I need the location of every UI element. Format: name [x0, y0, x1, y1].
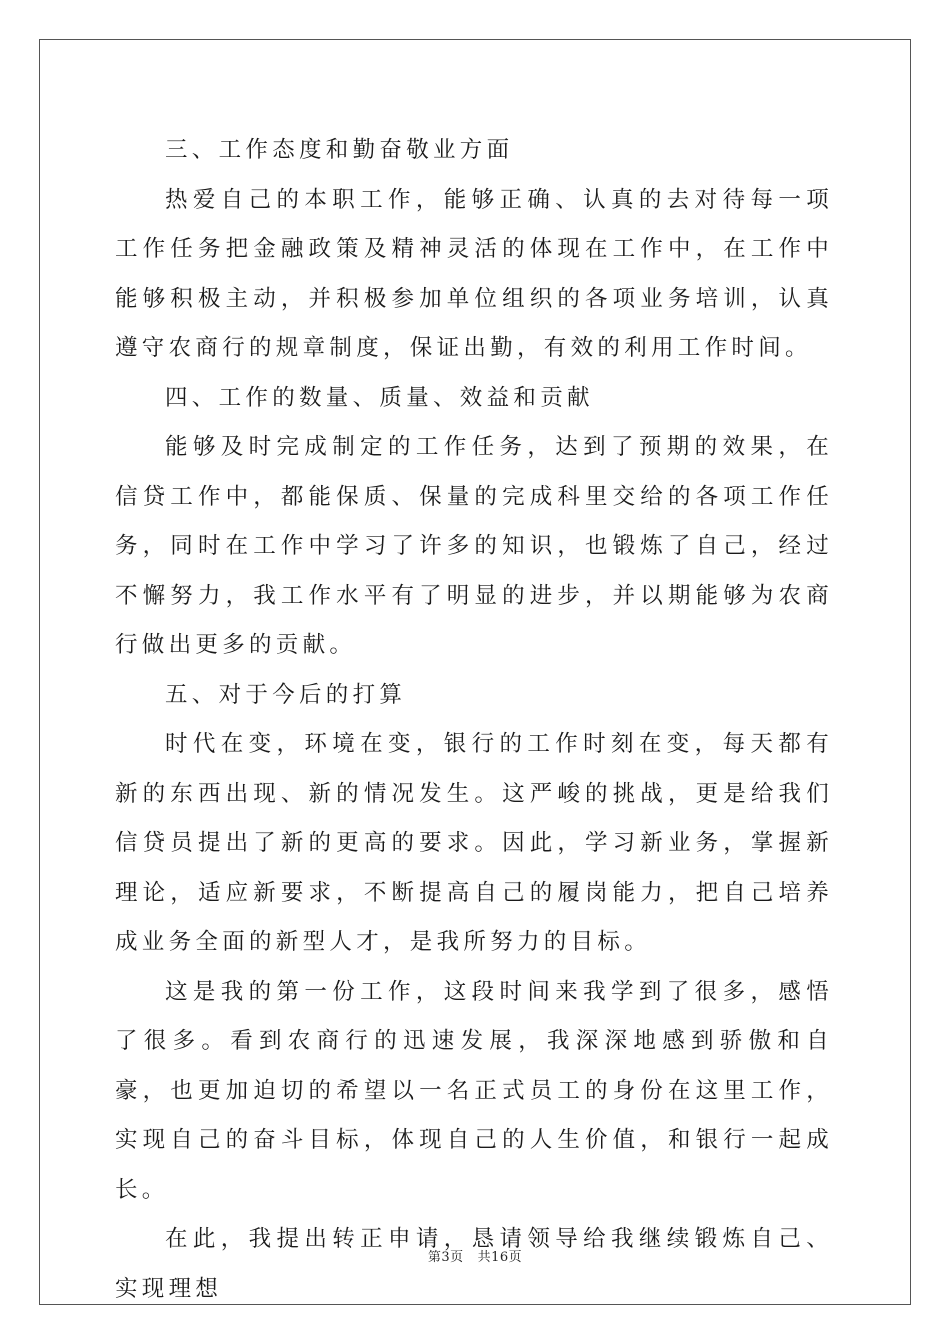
section-heading-attitude: 三、工作态度和勤奋敬业方面: [165, 137, 514, 163]
section-heading-future-plans: 五、对于今后的打算: [165, 681, 407, 708]
document-body: [115, 126, 833, 1314]
page-total: 共16页: [477, 1250, 523, 1265]
paragraph-attitude: 热爱自己的本职工作，能够正确、认真的去对待每一项工作任务把金融政策及精神灵活的体现在工作中，在工作中能够积极主动，并积极参加单位组织的各项业务培训，认真遵守农商行的规章制度，保证出勤，有效的利用工作时间。: [115, 186, 833, 361]
paragraph-application: 在此，我提出转正申请，恳请领导给我继续锻炼自己、实现理想: [115, 1226, 833, 1302]
paragraph-future-plans: 时代在变，环境在变，银行的工作时刻在变，每天都有新的东西出现、新的情况发生。这严峻的挑战，更是给我们信贷员提出了新的更高的要求。因此，学习新业务，掌握新理论，适应新要求，不断提高自己的履岗能力，把自己培养成业务全面的新型人才，是我所努力的目标。: [115, 731, 833, 955]
page-number: 第3页: [427, 1250, 464, 1265]
page-footer: [0, 1246, 950, 1265]
section-heading-quantity-quality: 四、工作的数量、质量、效益和贡献: [165, 384, 594, 411]
paragraph-first-job: 这是我的第一份工作，这段时间来我学到了很多，感悟了很多。看到农商行的迅速发展，我深深地感到骄傲和自豪，也更加迫切的希望以一名正式员工的身份在这里工作，实现自己的奋斗目标，体现自己的人生价值，和银行一起成长。: [115, 978, 833, 1203]
paragraph-quantity-quality: 能够及时完成制定的工作任务，达到了预期的效果，在信贷工作中，都能保质、保量的完成科里交给的各项工作任务，同时在工作中学习了许多的知识，也锻炼了自己，经过不懈努力，我工作水平有了明显的进步，并以期能够为农商行做出更多的贡献。: [115, 434, 833, 658]
